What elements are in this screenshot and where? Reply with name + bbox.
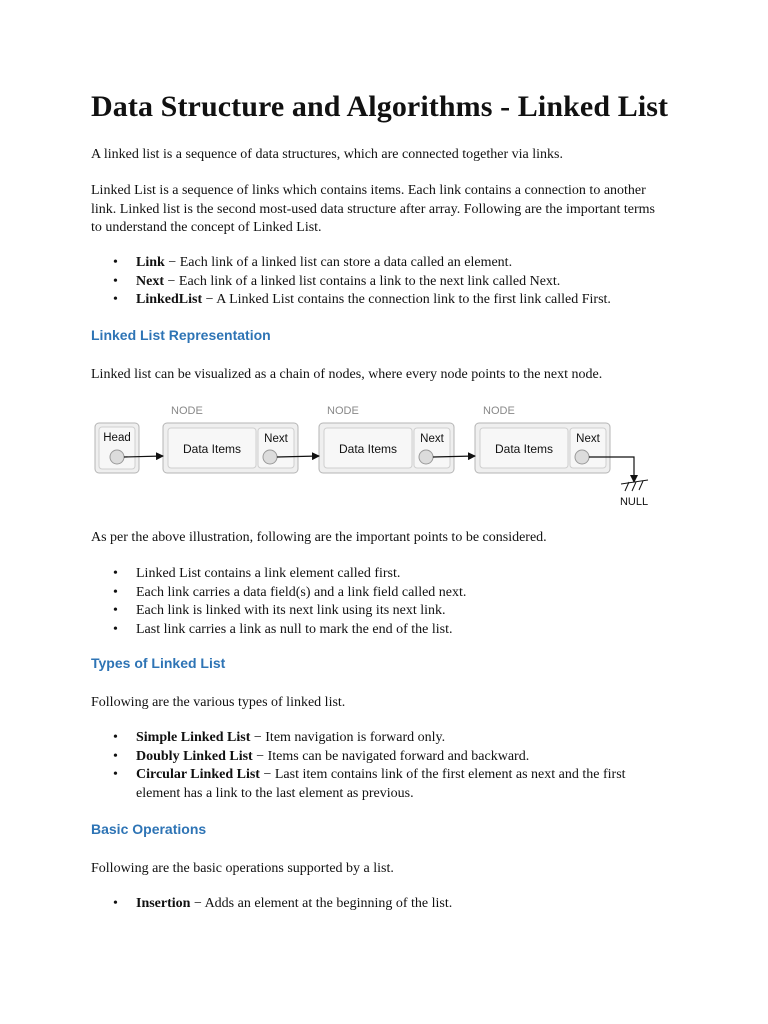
node-2 [319, 423, 454, 473]
list-item: • Simple Linked List − Item navigation is forward only. [91, 729, 671, 748]
list-item: • Doubly Linked List − Items can be navigated forward and backward. [91, 748, 671, 767]
definition-paragraph: Linked List is a sequence of links which contains items. Each link contains a connection to another link. Linked list is the second most-used data structure after array. Following are the important terms to understand the concept of Linked List. [91, 183, 655, 235]
list-item: • Last link carries a link as null to mark the end of the list. [91, 621, 671, 640]
section-heading-types: Types of Linked List [91, 655, 226, 671]
node-label: NODE [483, 405, 515, 417]
types-list [91, 729, 671, 803]
null-label: NULL [619, 496, 649, 508]
head-box [95, 423, 139, 473]
section-heading-operations: Basic Operations [91, 821, 207, 837]
list-item: • Insertion − Adds an element at the beginning of the list. [91, 895, 671, 914]
intro-paragraph: A linked list is a sequence of data structures, which are connected together via links. [91, 147, 563, 162]
linked-list-diagram [93, 400, 673, 512]
page-title: Data Structure and Algorithms - Linked List [91, 90, 669, 123]
node-label: NODE [171, 405, 203, 417]
list-item: • Linked List contains a link element called first. [91, 565, 671, 584]
operations-intro-paragraph: Following are the basic operations supported by a list. [91, 861, 394, 876]
operations-list [91, 895, 671, 914]
data-items-label: Data Items [494, 442, 554, 456]
section-heading-representation: Linked List Representation [91, 327, 271, 343]
list-item: • Each link is linked with its next link using its next link. [91, 602, 671, 621]
next-label: Next [420, 433, 444, 445]
list-item: • LinkedList − A Linked List contains the connection link to the first link called First. [91, 291, 671, 310]
representation-paragraph: Linked list can be visualized as a chain of nodes, where every node points to the next node. [91, 367, 603, 382]
next-label: Next [264, 433, 288, 445]
node-3 [475, 423, 610, 473]
list-item: • Next − Each link of a linked list contains a link to the next link called Next. [91, 273, 671, 292]
next-pointer [263, 450, 277, 464]
data-items-label: Data Items [338, 442, 398, 456]
terms-list [91, 254, 671, 310]
next-pointer [575, 450, 589, 464]
head-label: Head [103, 432, 131, 444]
points-list [91, 565, 671, 639]
next-label: Next [576, 433, 600, 445]
node-1 [163, 423, 298, 473]
data-items-label: Data Items [182, 442, 242, 456]
list-item: • Link − Each link of a linked list can store a data called an element. [91, 254, 671, 273]
next-pointer [419, 450, 433, 464]
points-intro-paragraph: As per the above illustration, following are the important points to be considered. [91, 530, 547, 545]
head-pointer [110, 450, 124, 464]
types-intro-paragraph: Following are the various types of linked list. [91, 695, 346, 710]
null-ground-icon [621, 480, 648, 491]
list-item: • Each link carries a data field(s) and a link field called next. [91, 584, 671, 603]
list-item: • Circular Linked List − Last item contains link of the first element as next and the first element has a link to the last element as previous. [91, 766, 671, 803]
node-label: NODE [327, 405, 359, 417]
